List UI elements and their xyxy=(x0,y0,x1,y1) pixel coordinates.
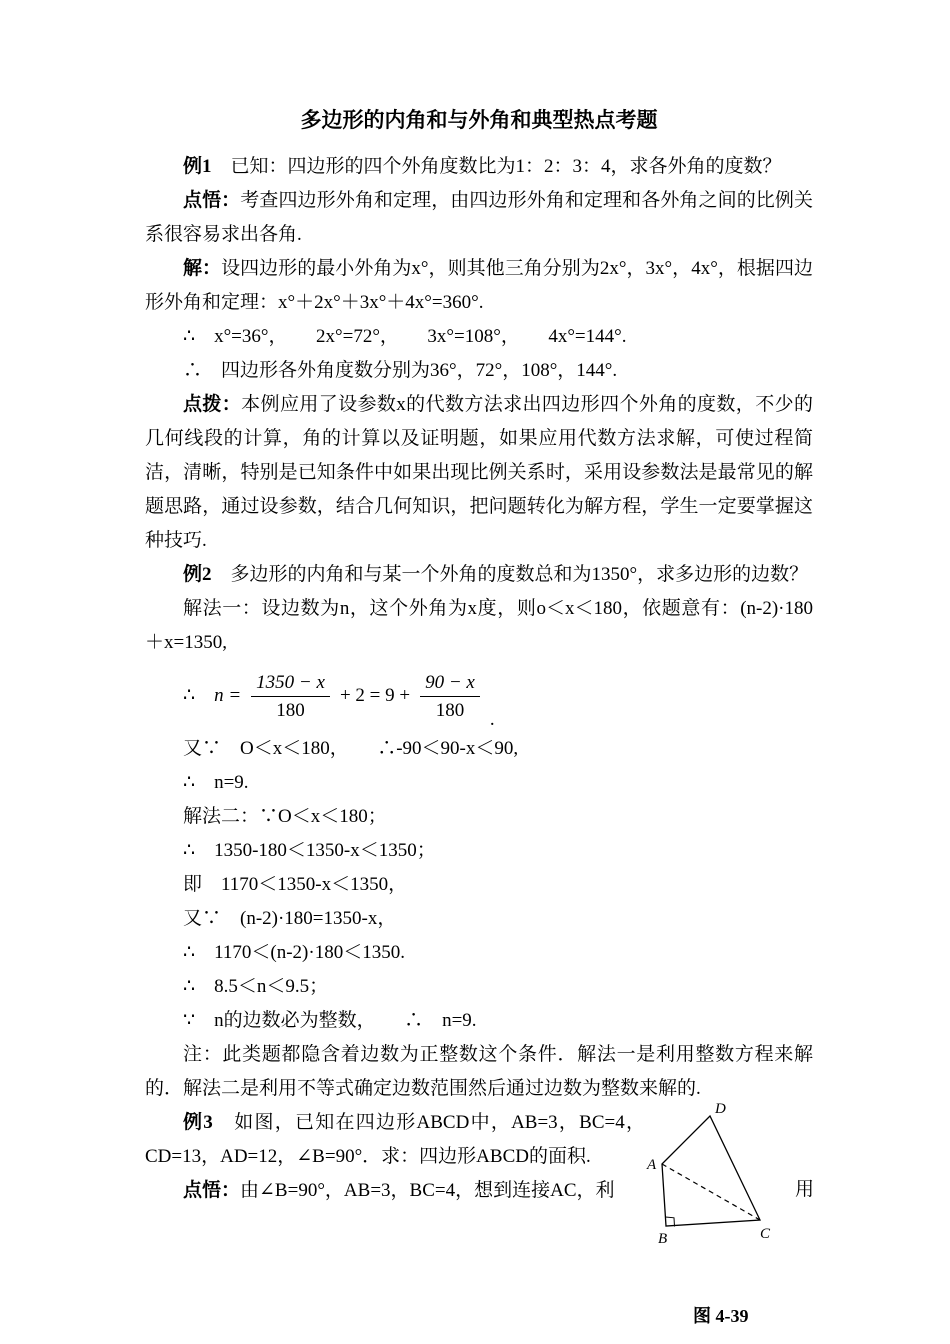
therefore-symbol: ∴ xyxy=(183,685,196,706)
note-paragraph: 注：此类题都隐含着边数为正整数这个条件．解法一是利用整数方程来解的．解法二是利用不等式确定边数范围然后通过边数为整数来解的. xyxy=(145,1044,813,1099)
example1-problem xyxy=(145,150,813,184)
statement-line: ∴ x°=36°， 2x°=72°， 3x°=108°， 4x°=144°. xyxy=(183,326,627,347)
fraction-1-denominator: 180 xyxy=(276,699,305,721)
example2-text: 多边形的内角和与某一个外角的度数总和为1350°，求多边形的边数？ xyxy=(211,564,809,585)
statement-line: ∴ 1170＜(n-2)·180＜1350. xyxy=(183,942,405,963)
vertex-label-b: B xyxy=(658,1231,668,1247)
statement-line: 即 1170＜1350-x＜1350， xyxy=(183,874,408,895)
example1-label: 例1 xyxy=(183,156,212,177)
wrapped-character: 用 xyxy=(795,1179,815,1200)
example1-hint xyxy=(145,184,813,252)
vertex-label-c: C xyxy=(760,1226,771,1242)
hint-label: 点悟： xyxy=(183,190,241,211)
statement-line: 又∵ (n-2)·180=1350-x， xyxy=(183,908,397,929)
figure-caption: 图 4-39 xyxy=(693,1306,749,1326)
example1-remark xyxy=(145,388,813,558)
page-title: 多边形的内角和与外角和典型热点考题 xyxy=(300,108,658,132)
fraction-1-numerator: 1350 − x xyxy=(251,670,330,697)
example1-text: 已知：四边形的四个外角度数比为1：2：3：4，求各外角的度数？ xyxy=(211,156,782,177)
formula-middle: + 2 = 9 + xyxy=(339,685,411,706)
statement-line: ∴ n=9. xyxy=(183,772,249,793)
example3-section xyxy=(145,1106,645,1208)
formula-lhs: n = xyxy=(214,685,242,706)
solution-label: 解： xyxy=(183,258,222,279)
statement-line: ∴ 1350-180＜1350-x＜1350； xyxy=(183,840,436,861)
method2-line: 解法二：∵O＜x＜180； xyxy=(183,806,387,827)
remark-text: 本例应用了设参数x的代数方法求出四边形四个外角的度数，不少的几何线段的计算，角的计算以及证明题，如果应用代数方法求解，可使过程简洁，清晰，特别是已知条件中如果出现比例关系时，采用设参数法是最常见的解题思路，通过设参数，结合几何知识，把问题转化为解方程，学生一定要掌握这种技巧. xyxy=(145,394,813,551)
statement-line: ∵ n的边数必为整数， ∴ n=9. xyxy=(183,1010,477,1031)
fraction-2-numerator: 90 − x xyxy=(420,670,480,697)
fraction-2-denominator: 180 xyxy=(435,699,465,721)
fraction-2 xyxy=(420,670,480,723)
diagonal-ac-dashed xyxy=(662,1164,760,1220)
equation-n xyxy=(145,662,813,730)
formula-period: . xyxy=(489,709,495,730)
statement-line: 又∵ O＜x＜180， ∴-90＜90-x＜90, xyxy=(183,738,519,759)
example3-label: 例3 xyxy=(183,1112,213,1133)
vertex-label-a: A xyxy=(647,1157,657,1173)
hint-text: 考查四边形外角和定理，由四边形外角和定理和各外角之间的比例关系很容易求出各角. xyxy=(145,190,813,245)
remark-label: 点拨： xyxy=(183,394,242,415)
example2-problem xyxy=(145,558,813,592)
fraction-1 xyxy=(251,670,330,723)
hint-label: 点悟： xyxy=(183,1180,241,1201)
solution-text: 设四边形的最小外角为x°，则其他三角分别为2x°，3x°，4x°，根据四边形外角和定理：x°＋2x°＋3x°＋4x°=360°. xyxy=(145,258,813,313)
vertex-label-d: D xyxy=(715,1101,726,1117)
example3-text: 如图，已知在四边形ABCD中，AB=3，BC=4，CD=13，AD=12，∠B=90°．求：四边形ABCD的面积. xyxy=(145,1112,645,1167)
quadrilateral-outline xyxy=(662,1116,760,1226)
statement-line: ∴ 四边形各外角度数分别为36°，72°，108°，144°. xyxy=(183,360,618,381)
quadrilateral-figure xyxy=(645,1098,800,1263)
document-content xyxy=(145,100,813,1208)
statement-line: ∴ 8.5＜n＜9.5； xyxy=(183,976,329,997)
example3-hint xyxy=(145,1174,645,1208)
example1-solution xyxy=(145,252,813,320)
hint-text: 由∠B=90°，AB=3，BC=4，想到连接AC，利 xyxy=(240,1180,615,1201)
example3-problem xyxy=(145,1106,645,1174)
method1-line: 解法一：设边数为n，这个外角为x度，则o＜x＜180，依题意有：(n-2)·180＋x=1350, xyxy=(145,598,813,653)
example2-label: 例2 xyxy=(183,564,212,585)
